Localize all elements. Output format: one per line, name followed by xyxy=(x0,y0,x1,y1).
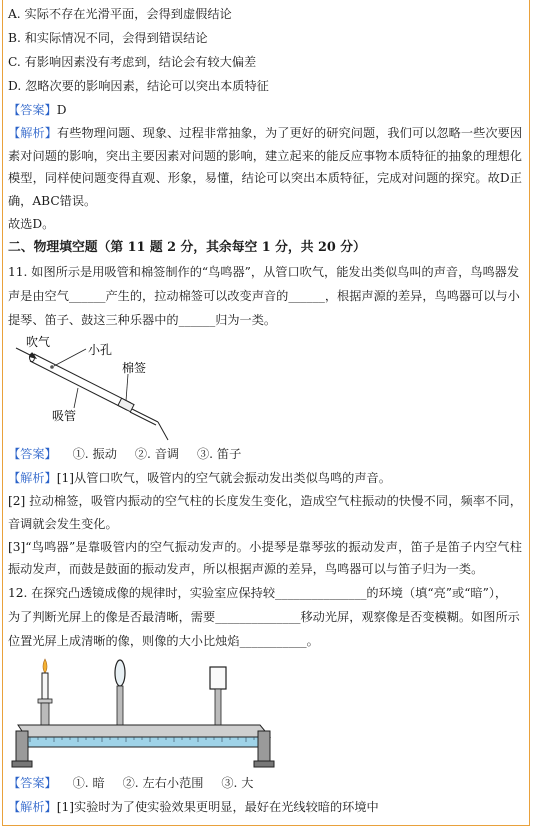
optical-bench xyxy=(26,737,270,747)
answer-tag: 【答案】 xyxy=(8,103,57,117)
q10-analysis xyxy=(8,122,522,212)
optical-bench-diagram xyxy=(8,653,276,771)
fill-blank: _______________ xyxy=(275,585,367,600)
document-body xyxy=(8,2,522,819)
q10-option-d: D. 忽略次要的影响因素，结论可以突出本质特征 xyxy=(8,79,269,93)
q12-stem-line-3 xyxy=(8,629,522,653)
q12-text: 的环境（填“亮”或“暗”）， xyxy=(366,585,508,600)
q11-text: 声是由空气 xyxy=(8,289,69,304)
label-hole: 小孔 xyxy=(88,343,113,358)
q11-text: 提琴、笛子、鼓这三种乐器中的 xyxy=(8,313,179,328)
q10-option-c: C. 有影响因素没有考虑到，结论会有较大偏差 xyxy=(8,55,257,69)
fill-blank: ___________ xyxy=(239,633,307,648)
q11-stem-line-2 xyxy=(8,284,522,308)
q11-text: 归为一类。 xyxy=(215,313,277,328)
fill-blank: ______ xyxy=(178,313,216,328)
label-straw: 吸管 xyxy=(52,409,77,424)
q10-answer xyxy=(8,98,522,122)
q12-text: 位置光屏上成清晰的像，则像的大小比烛焰 xyxy=(8,633,240,648)
label-blow: 吹气 xyxy=(26,335,51,350)
q12-analysis-1 xyxy=(8,795,522,819)
light-screen-icon xyxy=(210,667,226,689)
q12-stem-line-2 xyxy=(8,605,522,629)
analysis-tag: 【解析】 xyxy=(8,126,57,140)
label-swab: 棉签 xyxy=(122,361,147,376)
answer-2: ②. 音调 xyxy=(134,447,180,462)
analysis-text: [1]实验时为了使实验效果更明显，最好在光线较暗的环境中 xyxy=(56,799,379,814)
q10-conclusion: 故选D。 xyxy=(8,217,55,232)
q11-text: ，根据声源的差异，鸟鸣器可以与小 xyxy=(324,289,520,304)
q11-text: 产生的，拉动棉签可以改变声音的 xyxy=(105,289,289,304)
q12-text: 12. 在探究凸透镜成像的规律时，实验室应保持较 xyxy=(8,585,276,600)
q12-text: 。 xyxy=(306,633,319,648)
convex-lens-icon xyxy=(115,660,125,686)
q10-option-a: A. 实际不存在光滑平面，会得到虚假结论 xyxy=(8,7,232,21)
answer-1: ①. 振动 xyxy=(72,447,117,462)
optical-bench-figure xyxy=(8,653,522,771)
analysis-tag: 【解析】 xyxy=(8,471,57,486)
q12-answer xyxy=(8,771,522,795)
analysis-text: [1]从管口吹气，吸管内的空气就会振动发出类似鸟鸣的声音。 xyxy=(56,471,391,486)
bird-whistle-figure xyxy=(8,332,522,442)
answer-2: ②. 左右小范围 xyxy=(122,775,204,790)
answer-1: ①. 暗 xyxy=(72,775,105,790)
fill-blank: ______ xyxy=(288,289,325,304)
answer-tag: 【答案】 xyxy=(8,775,57,790)
section-heading: 二、物理填空题（第 11 题 2 分，其余每空 1 分，共 20 分） xyxy=(8,240,366,256)
q11-stem-line-3 xyxy=(8,308,522,332)
q12-stem-line-1 xyxy=(8,581,522,605)
answer-value: D xyxy=(56,103,67,117)
q11-analysis-2: [2] 拉动棉签，吸管内振动的空气柱的长度发生变化，造成空气柱振动的快慢不同，频率不同，音调就会发生变化。 xyxy=(8,494,522,531)
analysis-tag: 【解析】 xyxy=(8,799,57,814)
candle-icon xyxy=(42,673,48,699)
q11-analysis-3: [3]“鸟鸣器”是靠吸管内的空气振动发声的。小提琴是靠琴弦的振动发声，笛子是笛子内空气柱振动发声，而鼓是鼓面的振动发声，所以根据声源的差异，鸟鸣器可以与笛子归为一类。 xyxy=(8,539,522,577)
q11-stem-line-1: 11. 如图所示是用吸管和棉签制作的“鸟鸣器”，从管口吹气，能发出类似鸟叫的声音，鸟鸣器发 xyxy=(8,265,520,280)
candle-flame-icon xyxy=(43,659,47,673)
q12-text: 移动光屏，观察像是否变模糊。如图所示 xyxy=(300,609,520,624)
answer-tag: 【答案】 xyxy=(8,447,57,462)
answer-3: ③. 笛子 xyxy=(197,447,242,462)
q11-analysis-1 xyxy=(8,466,522,490)
q12-text: 为了判断光屏上的像是否最清晰，需要 xyxy=(8,609,216,624)
fill-blank: ______ xyxy=(68,289,106,304)
q11-answer xyxy=(8,442,522,466)
answer-3: ③. 大 xyxy=(221,775,254,790)
fill-blank: ______________ xyxy=(215,609,301,624)
analysis-text: 有些物理问题、现象、过程非常抽象，为了更好的研究问题，我们可以忽略一些次要因素对问题的影响，突出主要因素对问题的影响，建立起来的能反应事物本质特征的抽象的理想化模型，同样使问题变得直观、形象，易懂，结论可以突出本质特征，完成对问题的探究。故D正确，ABC错误。 xyxy=(8,126,523,208)
q10-option-b: B. 和实际情况不同，会得到错误结论 xyxy=(8,31,208,45)
bird-whistle-diagram xyxy=(8,332,208,442)
